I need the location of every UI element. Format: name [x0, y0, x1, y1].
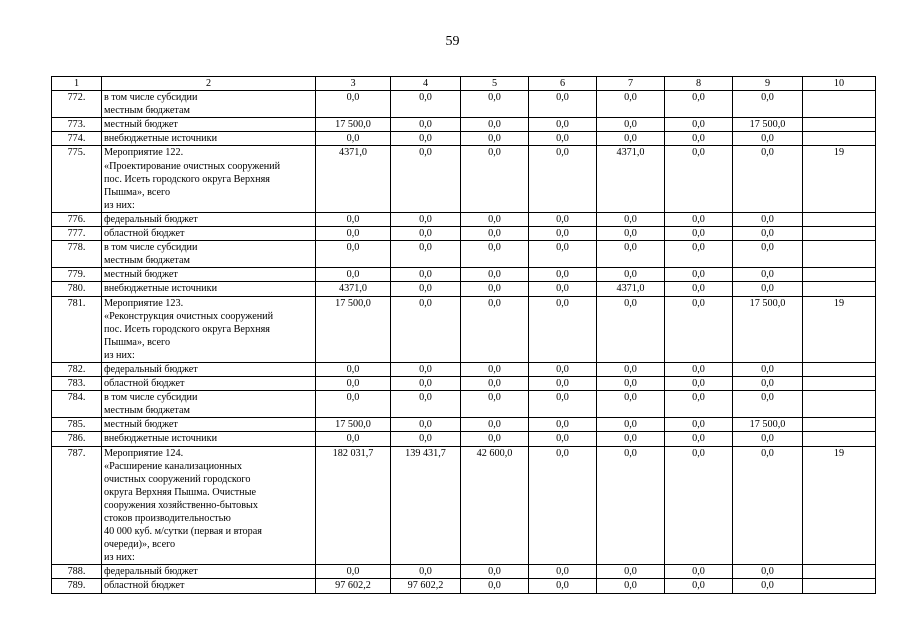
value-cell: 0,0 [733, 132, 803, 146]
value-cell: 0,0 [461, 268, 529, 282]
row-title-cell: в том числе субсидии местным бюджетам [102, 391, 316, 418]
value-cell: 0,0 [316, 391, 391, 418]
value-cell: 0,0 [733, 565, 803, 579]
value-cell [803, 418, 876, 432]
row-number-cell: 775. [52, 146, 102, 212]
value-cell: 0,0 [733, 446, 803, 565]
value-cell: 0,0 [461, 212, 529, 226]
header-cell: 8 [665, 77, 733, 91]
value-cell [803, 227, 876, 241]
value-cell: 0,0 [391, 391, 461, 418]
value-cell: 19 [803, 296, 876, 362]
value-cell: 0,0 [461, 565, 529, 579]
table-row [52, 565, 876, 579]
value-cell: 0,0 [316, 268, 391, 282]
value-cell: 0,0 [316, 241, 391, 268]
table-row [52, 91, 876, 118]
value-cell [803, 565, 876, 579]
header-cell: 10 [803, 77, 876, 91]
value-cell: 0,0 [529, 377, 597, 391]
row-number-cell: 784. [52, 391, 102, 418]
row-title-cell: внебюджетные источники [102, 132, 316, 146]
value-cell: 0,0 [733, 579, 803, 593]
row-title-cell: местный бюджет [102, 268, 316, 282]
row-title-cell: в том числе субсидии местным бюджетам [102, 91, 316, 118]
value-cell: 0,0 [597, 391, 665, 418]
value-cell [803, 377, 876, 391]
value-cell: 17 500,0 [316, 418, 391, 432]
value-cell: 0,0 [733, 146, 803, 212]
table-header-row [52, 77, 876, 91]
value-cell: 0,0 [461, 296, 529, 362]
table-row [52, 282, 876, 296]
page-number: 59 [445, 34, 460, 49]
value-cell [803, 132, 876, 146]
value-cell: 0,0 [597, 362, 665, 376]
header-cell: 2 [102, 77, 316, 91]
value-cell: 0,0 [316, 227, 391, 241]
row-number-cell: 777. [52, 227, 102, 241]
row-number-cell: 780. [52, 282, 102, 296]
row-number-cell: 776. [52, 212, 102, 226]
table-row [52, 268, 876, 282]
value-cell: 0,0 [391, 432, 461, 446]
value-cell: 0,0 [461, 362, 529, 376]
value-cell: 0,0 [461, 377, 529, 391]
value-cell: 0,0 [391, 212, 461, 226]
value-cell: 0,0 [391, 241, 461, 268]
value-cell: 0,0 [733, 432, 803, 446]
value-cell: 0,0 [529, 241, 597, 268]
budget-table [51, 76, 876, 594]
value-cell: 0,0 [733, 391, 803, 418]
value-cell: 0,0 [597, 91, 665, 118]
header-cell: 5 [461, 77, 529, 91]
value-cell: 0,0 [461, 391, 529, 418]
table-row [52, 418, 876, 432]
value-cell: 17 500,0 [733, 118, 803, 132]
value-cell: 17 500,0 [733, 418, 803, 432]
value-cell: 0,0 [391, 118, 461, 132]
row-number-cell: 779. [52, 268, 102, 282]
value-cell: 0,0 [529, 146, 597, 212]
value-cell: 0,0 [597, 227, 665, 241]
header-cell: 3 [316, 77, 391, 91]
value-cell: 0,0 [391, 377, 461, 391]
value-cell: 0,0 [597, 446, 665, 565]
value-cell: 97 602,2 [316, 579, 391, 593]
table-row [52, 296, 876, 362]
table-row [52, 446, 876, 565]
value-cell: 0,0 [597, 241, 665, 268]
value-cell: 0,0 [665, 446, 733, 565]
value-cell: 4371,0 [597, 282, 665, 296]
value-cell: 17 500,0 [733, 296, 803, 362]
table-row [52, 432, 876, 446]
row-title-cell: областной бюджет [102, 377, 316, 391]
value-cell: 0,0 [316, 212, 391, 226]
row-number-cell: 782. [52, 362, 102, 376]
row-title-cell: областной бюджет [102, 227, 316, 241]
row-title-cell: местный бюджет [102, 418, 316, 432]
value-cell: 0,0 [529, 91, 597, 118]
value-cell: 4371,0 [597, 146, 665, 212]
value-cell: 0,0 [529, 432, 597, 446]
row-number-cell: 778. [52, 241, 102, 268]
value-cell: 0,0 [665, 212, 733, 226]
value-cell: 0,0 [391, 362, 461, 376]
value-cell [803, 362, 876, 376]
value-cell: 0,0 [665, 282, 733, 296]
table-row [52, 227, 876, 241]
value-cell: 0,0 [529, 391, 597, 418]
value-cell [803, 432, 876, 446]
row-number-cell: 781. [52, 296, 102, 362]
table-row [52, 212, 876, 226]
value-cell: 0,0 [733, 91, 803, 118]
value-cell: 0,0 [733, 227, 803, 241]
value-cell: 0,0 [665, 418, 733, 432]
value-cell: 0,0 [597, 565, 665, 579]
row-number-cell: 788. [52, 565, 102, 579]
value-cell: 4371,0 [316, 282, 391, 296]
value-cell: 0,0 [461, 132, 529, 146]
table-body [52, 77, 876, 594]
value-cell: 0,0 [597, 132, 665, 146]
row-number-cell: 773. [52, 118, 102, 132]
value-cell [803, 391, 876, 418]
value-cell [803, 579, 876, 593]
value-cell: 0,0 [391, 132, 461, 146]
value-cell: 0,0 [316, 377, 391, 391]
value-cell: 0,0 [665, 268, 733, 282]
value-cell: 0,0 [529, 565, 597, 579]
value-cell: 0,0 [391, 146, 461, 212]
value-cell: 0,0 [733, 212, 803, 226]
table-row [52, 391, 876, 418]
value-cell: 0,0 [597, 268, 665, 282]
row-title-cell: федеральный бюджет [102, 362, 316, 376]
value-cell: 0,0 [529, 118, 597, 132]
value-cell: 42 600,0 [461, 446, 529, 565]
value-cell: 17 500,0 [316, 296, 391, 362]
value-cell: 0,0 [461, 579, 529, 593]
value-cell: 0,0 [597, 377, 665, 391]
value-cell: 0,0 [597, 579, 665, 593]
table-row [52, 579, 876, 593]
value-cell: 4371,0 [316, 146, 391, 212]
value-cell: 0,0 [529, 296, 597, 362]
value-cell: 0,0 [733, 282, 803, 296]
row-title-cell: Мероприятие 122. «Проектирование очистных сооружений пос. Исеть городского округа Верхняя Пышма», всего из них: [102, 146, 316, 212]
row-title-cell: федеральный бюджет [102, 212, 316, 226]
value-cell: 0,0 [461, 241, 529, 268]
value-cell: 0,0 [665, 132, 733, 146]
value-cell: 0,0 [597, 118, 665, 132]
value-cell: 0,0 [529, 227, 597, 241]
value-cell: 0,0 [391, 268, 461, 282]
value-cell: 0,0 [391, 91, 461, 118]
value-cell: 0,0 [733, 362, 803, 376]
value-cell: 0,0 [665, 391, 733, 418]
value-cell: 19 [803, 446, 876, 565]
header-cell: 1 [52, 77, 102, 91]
header-cell: 4 [391, 77, 461, 91]
row-title-cell: в том числе субсидии местным бюджетам [102, 241, 316, 268]
value-cell: 0,0 [665, 579, 733, 593]
value-cell: 0,0 [391, 296, 461, 362]
value-cell: 0,0 [461, 432, 529, 446]
row-title-cell: местный бюджет [102, 118, 316, 132]
row-title-cell: внебюджетные источники [102, 432, 316, 446]
value-cell: 17 500,0 [316, 118, 391, 132]
value-cell: 0,0 [461, 418, 529, 432]
value-cell: 0,0 [461, 91, 529, 118]
value-cell: 0,0 [733, 268, 803, 282]
value-cell: 0,0 [529, 362, 597, 376]
value-cell: 0,0 [665, 362, 733, 376]
value-cell: 0,0 [529, 579, 597, 593]
header-cell: 7 [597, 77, 665, 91]
row-title-cell: Мероприятие 123. «Реконструкция очистных сооружений пос. Исеть городского округа Верхняя Пышма», всего из них: [102, 296, 316, 362]
row-number-cell: 772. [52, 91, 102, 118]
value-cell [803, 212, 876, 226]
value-cell: 19 [803, 146, 876, 212]
row-title-cell: федеральный бюджет [102, 565, 316, 579]
value-cell: 0,0 [665, 565, 733, 579]
table-row [52, 377, 876, 391]
value-cell: 0,0 [391, 282, 461, 296]
value-cell: 0,0 [529, 418, 597, 432]
table-row [52, 132, 876, 146]
value-cell: 0,0 [529, 282, 597, 296]
row-number-cell: 774. [52, 132, 102, 146]
value-cell: 0,0 [391, 418, 461, 432]
row-number-cell: 783. [52, 377, 102, 391]
value-cell: 0,0 [529, 268, 597, 282]
row-number-cell: 785. [52, 418, 102, 432]
value-cell: 0,0 [391, 227, 461, 241]
value-cell: 0,0 [529, 446, 597, 565]
value-cell: 0,0 [316, 432, 391, 446]
table-row [52, 241, 876, 268]
table-row [52, 118, 876, 132]
value-cell [803, 241, 876, 268]
value-cell: 139 431,7 [391, 446, 461, 565]
value-cell: 0,0 [597, 212, 665, 226]
header-cell: 9 [733, 77, 803, 91]
row-title-cell: Мероприятие 124. «Расширение канализационных очистных сооружений городского округа Верхняя Пышма. Очистные сооружения хозяйственно-бытовых стоков производительностью 40 000 куб. м/сутки (первая и вторая очереди)», всего из них: [102, 446, 316, 565]
header-cell: 6 [529, 77, 597, 91]
value-cell: 0,0 [597, 432, 665, 446]
value-cell [803, 118, 876, 132]
value-cell: 0,0 [461, 227, 529, 241]
value-cell: 0,0 [529, 132, 597, 146]
value-cell: 0,0 [665, 227, 733, 241]
table-row [52, 362, 876, 376]
row-number-cell: 789. [52, 579, 102, 593]
value-cell: 0,0 [733, 241, 803, 268]
row-title-cell: областной бюджет [102, 579, 316, 593]
value-cell: 0,0 [316, 362, 391, 376]
value-cell: 0,0 [665, 377, 733, 391]
value-cell [803, 268, 876, 282]
value-cell: 0,0 [665, 241, 733, 268]
value-cell: 0,0 [665, 146, 733, 212]
value-cell: 182 031,7 [316, 446, 391, 565]
value-cell [803, 91, 876, 118]
value-cell: 0,0 [665, 296, 733, 362]
value-cell: 0,0 [316, 565, 391, 579]
value-cell: 0,0 [316, 91, 391, 118]
table-row [52, 146, 876, 212]
value-cell: 0,0 [665, 118, 733, 132]
value-cell [803, 282, 876, 296]
value-cell: 0,0 [391, 565, 461, 579]
value-cell: 0,0 [316, 132, 391, 146]
value-cell: 0,0 [461, 118, 529, 132]
value-cell: 97 602,2 [391, 579, 461, 593]
value-cell: 0,0 [529, 212, 597, 226]
value-cell: 0,0 [461, 146, 529, 212]
row-number-cell: 787. [52, 446, 102, 565]
row-number-cell: 786. [52, 432, 102, 446]
value-cell: 0,0 [597, 418, 665, 432]
value-cell: 0,0 [461, 282, 529, 296]
value-cell: 0,0 [665, 91, 733, 118]
row-title-cell: внебюджетные источники [102, 282, 316, 296]
value-cell: 0,0 [733, 377, 803, 391]
value-cell: 0,0 [597, 296, 665, 362]
value-cell: 0,0 [665, 432, 733, 446]
